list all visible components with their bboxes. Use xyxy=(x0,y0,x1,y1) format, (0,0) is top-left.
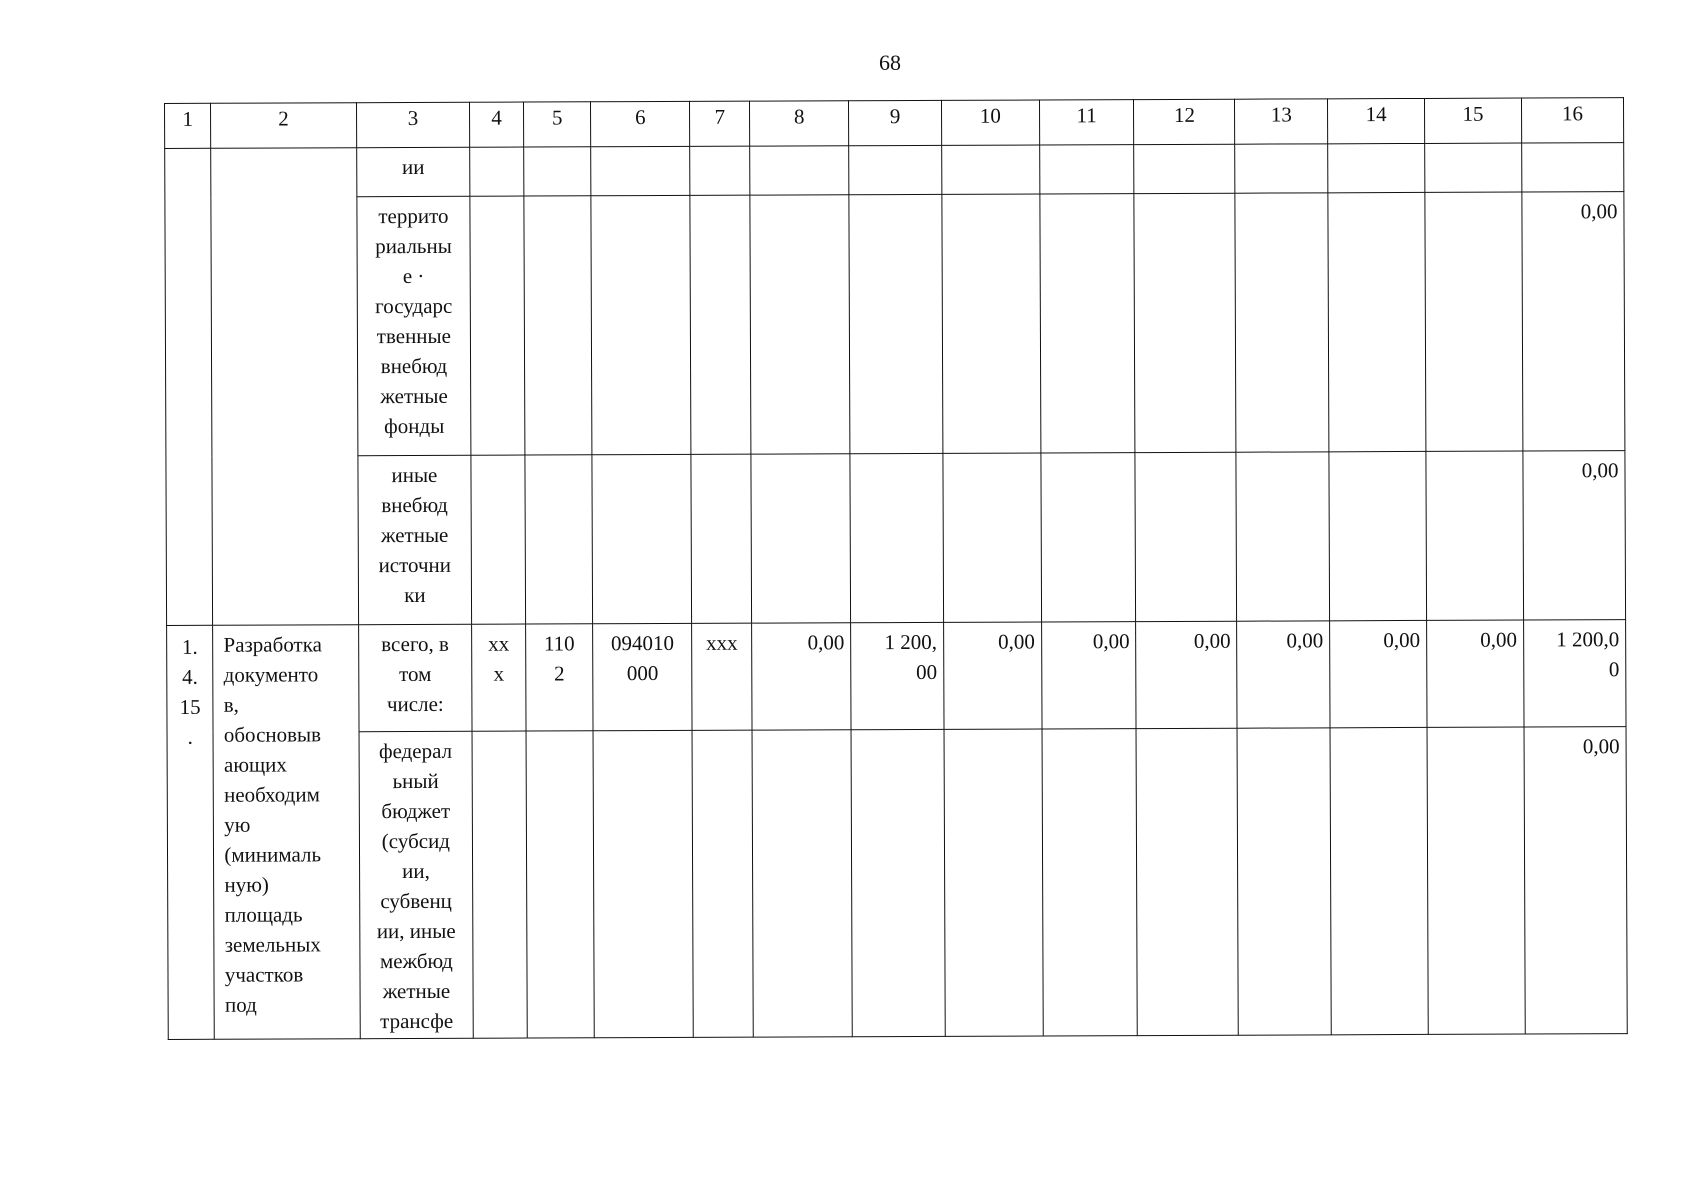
table-row xyxy=(167,620,1626,733)
header-cell: 3 xyxy=(356,102,470,147)
value-cell: 0,00 xyxy=(1136,621,1237,728)
header-cell: 15 xyxy=(1424,98,1521,143)
number-cell-continued xyxy=(165,148,213,625)
header-cell: 12 xyxy=(1134,99,1235,144)
header-cell: 1 xyxy=(165,103,211,148)
value-cell: хх х xyxy=(472,624,526,731)
header-cell: 2 xyxy=(211,103,356,149)
source-cell: иные внебюд жетные источни ки xyxy=(357,455,471,624)
value-cell: 0,00 xyxy=(1237,621,1330,728)
value-cell: ххх xyxy=(692,623,752,730)
value-cell: 0,00 xyxy=(943,622,1041,729)
source-cell: федерал ьный бюджет (субсид ии, субвенц ии, иные межбюд жетные трансфе xyxy=(359,731,474,1038)
table-row xyxy=(166,451,1626,626)
header-row xyxy=(165,98,1624,149)
name-cell-continued xyxy=(211,148,358,626)
header-cell: 5 xyxy=(523,102,591,147)
header-cell: 6 xyxy=(591,101,690,146)
value-cell: 0,00 xyxy=(1522,192,1625,451)
value-cell: 0,00 xyxy=(1427,620,1524,727)
value-cell: 110 2 xyxy=(526,624,594,731)
item-number: 1. 4. 15 . xyxy=(167,625,215,1039)
header-cell: 13 xyxy=(1235,99,1328,144)
item-name: Разработка документо в, обосновыв ающих необходим ую (минималь ную) площадь земельных участков под xyxy=(213,625,360,1040)
value-cell xyxy=(1521,143,1623,192)
value-cell: 1 200, 00 xyxy=(851,622,944,729)
budget-table xyxy=(164,97,1628,1040)
value-cell: 0,00 xyxy=(1524,727,1627,1034)
header-cell: 4 xyxy=(470,102,524,147)
header-cell: 11 xyxy=(1039,100,1134,145)
value-cell: 0,00 xyxy=(1523,451,1626,620)
value-cell: 094010 000 xyxy=(593,623,692,730)
header-cell: 14 xyxy=(1328,98,1425,143)
value-cell: 0,00 xyxy=(752,623,851,730)
source-cell: ии xyxy=(356,147,470,196)
source-cell: террито риальны е · государс твенные внебюд жетные фонды xyxy=(356,196,471,455)
source-cell: всего, в том числе: xyxy=(358,624,472,731)
table-row xyxy=(165,192,1625,457)
header-cell: 8 xyxy=(750,101,849,146)
header-cell: 10 xyxy=(941,100,1039,145)
header-cell: 16 xyxy=(1521,98,1623,143)
value-cell: 0,00 xyxy=(1041,622,1136,729)
page-number: 68 xyxy=(879,50,901,75)
table-row xyxy=(167,727,1627,1040)
header-cell: 7 xyxy=(690,101,750,146)
header-cell: 9 xyxy=(849,100,942,145)
value-cell: 0,00 xyxy=(1330,620,1427,727)
table-row xyxy=(165,143,1624,198)
value-cell: 1 200,0 0 xyxy=(1523,620,1626,727)
